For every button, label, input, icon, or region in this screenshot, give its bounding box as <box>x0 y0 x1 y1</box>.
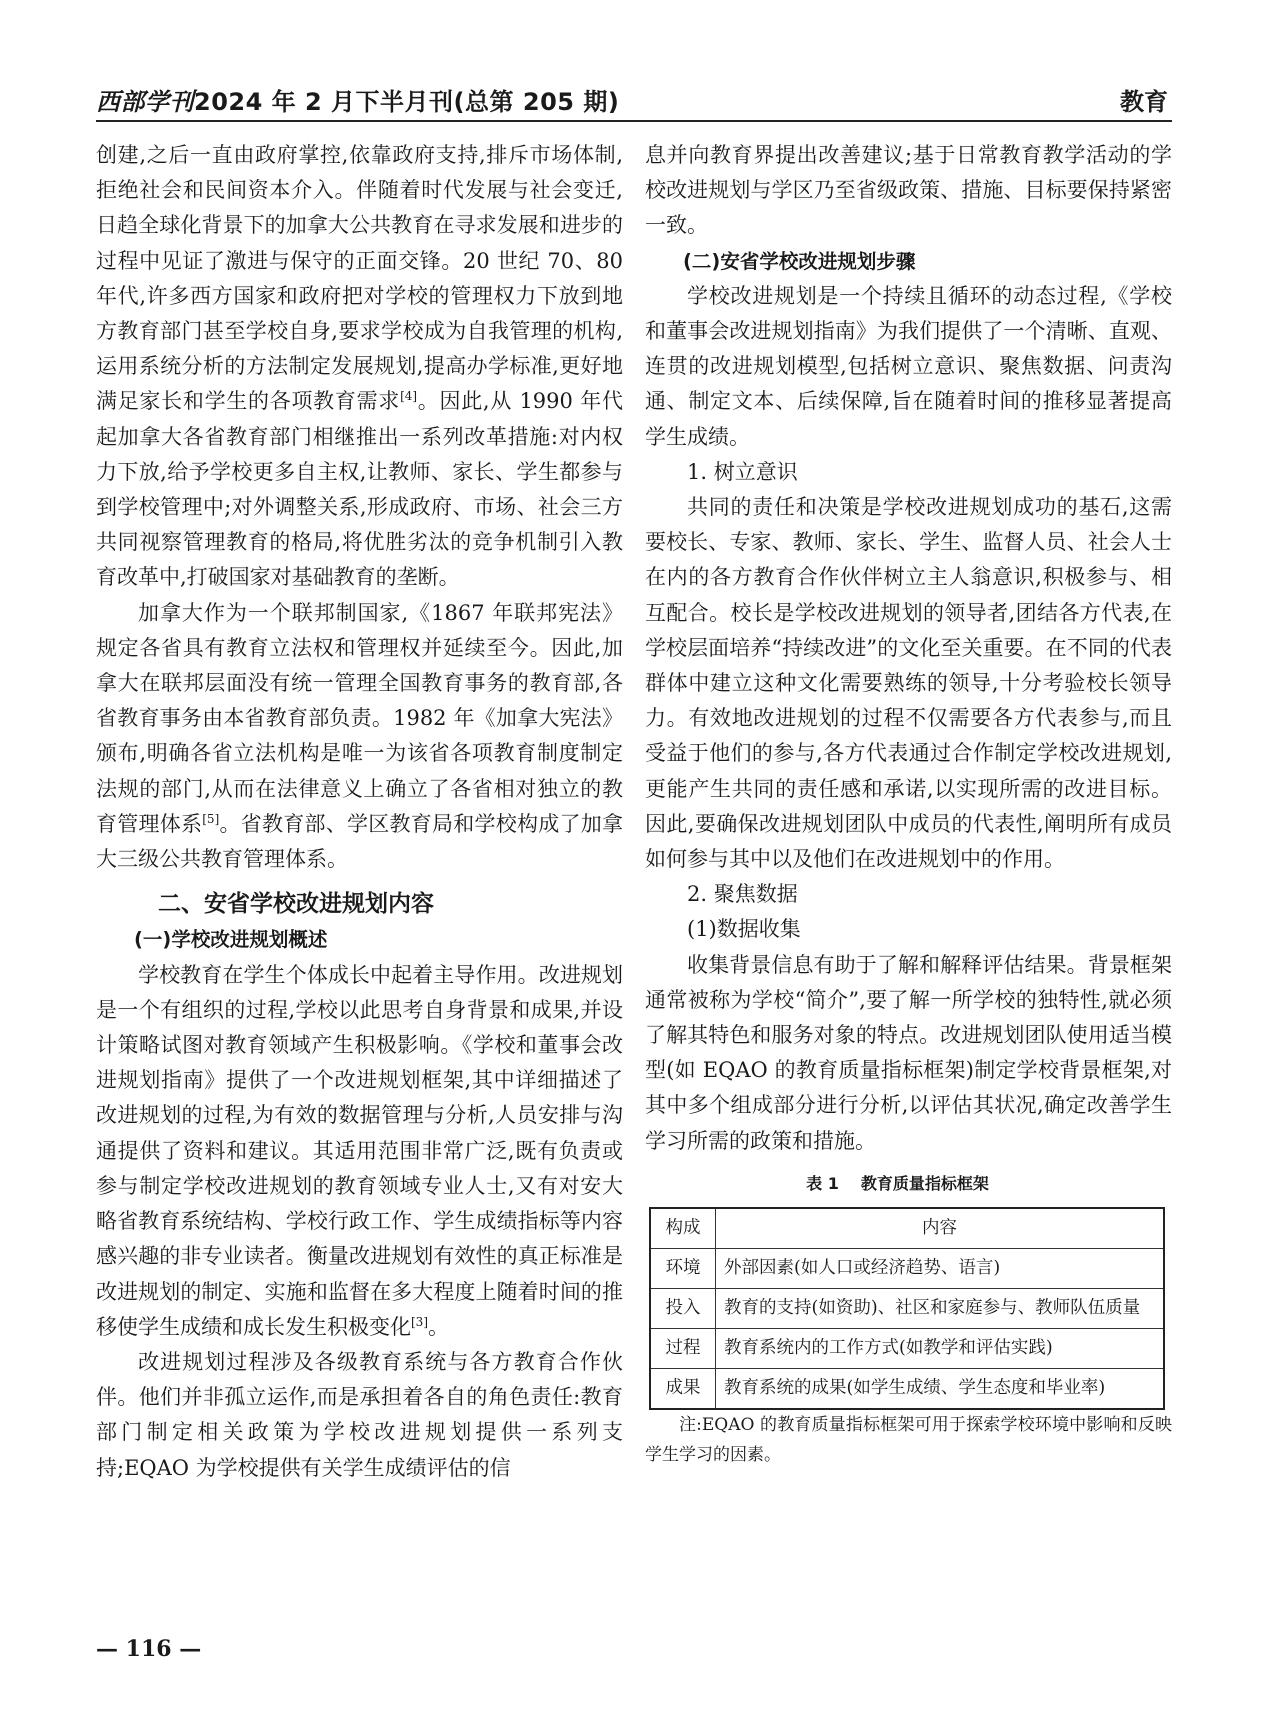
section-tag: 教育 <box>1120 88 1168 116</box>
paragraph-text: 学校教育在学生个体成长中起着主导作用。改进规划是一个有组织的过程,学校以此思考自身背景和成果,并设计策略试图对教育领域产生积极影响。《学校和董事会改进规划指南》提供了一个改进规划框架,其中详细描述了改进规划的过程,为有效的数据管理与分析,人员安排与沟通提供了资料和建议。其适用范围非常广泛,既有负责或参与制定学校改进规划的教育领域专业人士,又有对安大略省教育系统结构、学校行政工作、学生成绩指标等内容感兴趣的非专业读者。衡量改进规划有效性的真正标准是改进规划的制定、实施和监督在多大程度上随着时间的推移使学生成绩和成长发生积极变化 <box>96 962 623 1339</box>
paragraph: 息并向教育界提出改善建议;基于日常教育教学活动的学校改进规划与学区乃至省级政策、措施、目标要保持紧密一致。 <box>645 143 1172 238</box>
table-cell: 教育的支持(如资助)、社区和家庭参与、教师队伍质量 <box>716 1288 1165 1328</box>
paragraph <box>96 596 623 878</box>
paragraph: 共同的责任和决策是学校改进规划成功的基石,这需要校长、专家、教师、家长、学生、监督人员、社会人士在内的各方教育合作伙伴树立主人翁意识,积极参与、相互配合。校长是学校改进规划的领导者,团结各方代表,在学校层面培养“持续改进”的文化至关重要。在不同的代表群体中建立这种文化需要熟练的领导,十分考验校长领导力。有效地改进规划的过程不仅需要各方代表参与,而且受益于他们的参与,各方代表通过合作制定学校改进规划,更能产生共同的责任感和承诺,以实现所需的改进目标。因此,要确保改进规划团队中成员的代表性,阐明所有成员如何参与其中以及他们在改进规划中的作用。 <box>645 495 1172 872</box>
table-cell: 外部因素(如人口或经济趋势、语言) <box>716 1248 1165 1288</box>
paragraph-text: 。 <box>428 1314 449 1339</box>
page-number: — 116 — <box>96 1636 202 1662</box>
table-row <box>650 1288 1164 1328</box>
paragraph-text: 。省教育部、学区教育局和学校构成了加拿大三级公共教育管理体系。 <box>96 811 623 872</box>
table-cell: 成果 <box>650 1368 716 1409</box>
table-header-cell: 内容 <box>716 1208 1165 1249</box>
journal-logo: 西部学刊 <box>96 87 194 116</box>
paragraph-text: 。因此,从 1990 年代起加拿大各省教育部门相继推出一系列改革措施:对内权力下放,给予学校更多自主权,让教师、家长、学生都参与到学校管理中;对外调整关系,形成政府、市场、社会三方共同视察管理教育的格局,将优胜劣汰的竞争机制引入教育改革中,打破国家对基础教育的垄断。 <box>96 389 623 590</box>
table-title: 教育质量指标框架 <box>860 1173 989 1193</box>
paragraph: 改进规划过程涉及各级教育系统与各方教育合作伙伴。他们并非孤立运作,而是承担着各自的角色责任:教育部门制定相关政策为学校改进规划提供一系列支持;EQAO 为学校提供有关学生成绩评估的信 <box>96 1349 623 1480</box>
table-cell: 教育系统的成果(如学生成绩、学生态度和毕业率) <box>716 1368 1165 1409</box>
table-note: 注:EQAO 的教育质量指标框架可用于探索学校环境中影响和反映学生学习的因素。 <box>645 1414 1172 1465</box>
citation-ref: [5] <box>202 811 220 826</box>
paragraph: 收集背景信息有助于了解和解释评估结果。背景框架通常被称为学校“简介”,要了解一所学校的独特性,就必须了解其特色和服务对象的特点。改进规划团队使用适当模型(如 EQAO 的教育质量指标框架)制定学校背景框架,对其中多个组成部分进行分析,以评估其状况,确定改善学生学习所需的政策和措施。 <box>645 952 1172 1153</box>
table-cell: 环境 <box>650 1248 716 1288</box>
table-cell: 过程 <box>650 1328 716 1368</box>
citation-ref: [4] <box>400 389 418 404</box>
step-heading: 2. 聚焦数据 <box>687 882 798 907</box>
step-heading: 1. 树立意识 <box>687 459 798 484</box>
table-row <box>650 1328 1164 1368</box>
table-caption <box>645 1171 1172 1197</box>
table-label: 表 1 <box>806 1173 839 1193</box>
subsection-heading: (二)安省学校改进规划步骤 <box>683 249 916 273</box>
page-header <box>96 78 1172 122</box>
table-row <box>650 1248 1164 1288</box>
paragraph: 学校改进规划是一个持续且循环的动态过程,《学校和董事会改进规划指南》为我们提供了一个清晰、直观、连贯的改进规划模型,包括树立意识、聚焦数据、问责沟通、制定文本、后续保障,旨在随着时间的推移显著提高学生成绩。 <box>645 283 1172 449</box>
citation-ref: [3] <box>411 1314 428 1329</box>
paragraph <box>96 138 623 596</box>
paragraph-text: 加拿大作为一个联邦制国家,《1867 年联邦宪法》规定各省具有教育立法权和管理权并延续至今。因此,加拿大在联邦层面没有统一管理全国教育事务的教育部,各省教育事务由本省教育部负责。1982 年《加拿大宪法》颁布,明确各省立法机构是唯一为该省各项教育制度制定法规的部门,从而在法律意义上确立了各省相对独立的教育管理体系 <box>96 600 623 836</box>
paragraph <box>96 958 623 1345</box>
table-header-cell: 构成 <box>650 1208 716 1249</box>
journal-title <box>96 82 619 117</box>
subsection-heading: (一)学校改进规划概述 <box>134 928 328 952</box>
quality-indicator-table <box>649 1207 1165 1410</box>
section-heading: 二、安省学校改进规划内容 <box>158 891 434 918</box>
table-cell: 教育系统内的工作方式(如教学和评估实践) <box>716 1328 1165 1368</box>
table-cell: 投入 <box>650 1288 716 1328</box>
issue-info: 2024 年 2 月下半月刊(总第 205 期) <box>194 88 620 116</box>
right-column <box>645 138 1172 1470</box>
paragraph-text: 创建,之后一直由政府掌控,依靠政府支持,排斥市场体制,拒绝社会和民间资本介入。伴随着时代发展与社会变迁,日趋全球化背景下的加拿大公共教育在寻求发展和进步的过程中见证了激进与保守的正面交锋。20 世纪 70、80 年代,许多西方国家和政府把对学校的管理权力下放到地方教育部门甚至学校自身,要求学校成为自我管理的机构,运用系统分析的方法制定发展规划,提高办学标准,更好地满足家长和学生的各项教育需求 <box>96 143 623 414</box>
left-column <box>96 138 623 1486</box>
step-subheading: (1)数据收集 <box>687 917 801 942</box>
table-header-row <box>650 1208 1164 1249</box>
table-row <box>650 1368 1164 1409</box>
